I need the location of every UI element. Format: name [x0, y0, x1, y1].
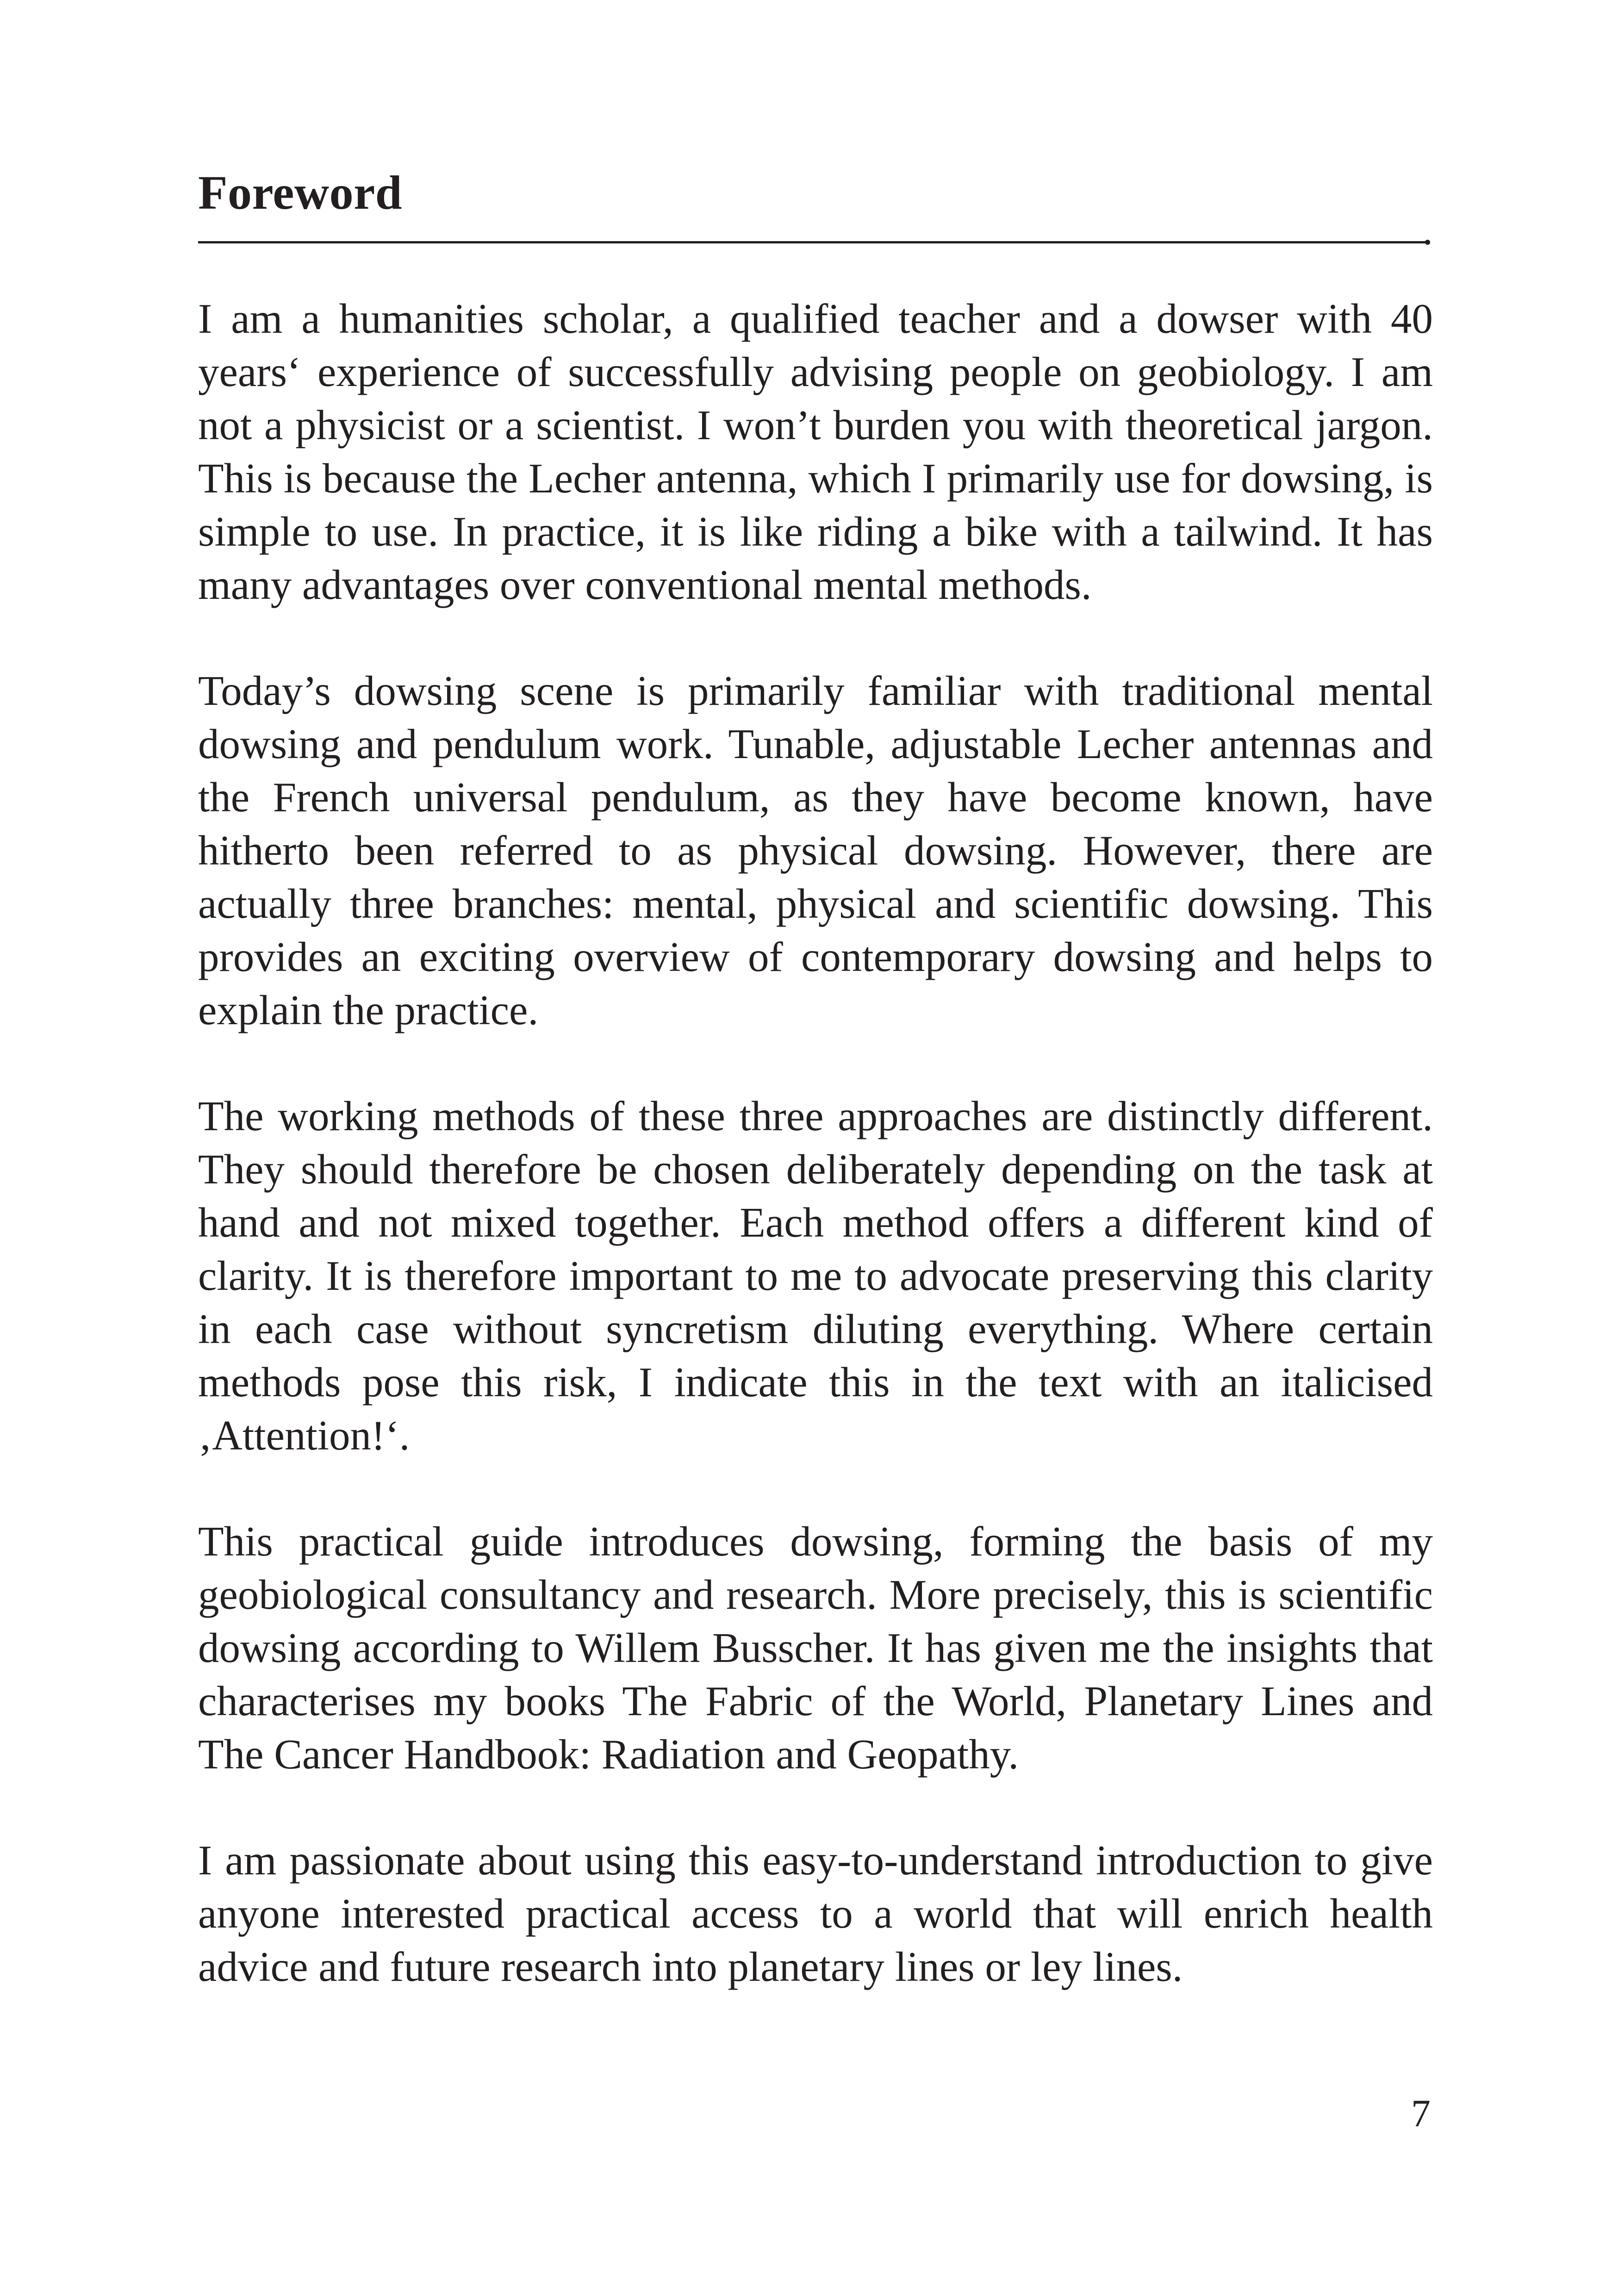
paragraph-2: Today’s dowsing scene is primarily familiar with traditional mental dowsing and pendulum work. Tunable, adjustable Lecher antennas and the French universal pendulum, as they have become known, have hitherto been referred to as physical dowsing. However, there are actually three branches: mental, physical and scientific dowsing. This provides an exciting overview of contemporary dowsing and helps to explain the practice. [198, 667, 1433, 1033]
book-page [198, 0, 1433, 2296]
paragraph-4: This practical guide introduces dowsing, forming the basis of my geobiological consultancy and research. More precisely, this is scientific dowsing according to Willem Busscher. It has given me the insights that characterises my books The Fabric of the World, Planetary Lines and The Cancer Handbook: Radiation and Geopathy. [198, 1518, 1433, 1778]
paragraph-3: The working methods of these three approaches are distinctly different. They should therefore be chosen deliberately depending on the task at hand and not mixed together. Each method offers a different kind of clarity. It is therefore important to me to advocate preserving this clarity in each case without syncretism diluting everything. Where certain methods pose this risk, I indicate this in the text with an italicised ‚Attention!‘. [198, 1093, 1433, 1459]
paragraph-1: I am a humanities scholar, a qualified teacher and a dowser with 40 years‘ experience of successfully advising people on geobiology. I am not a physicist or a scientist. I won’t burden you with theoretical jargon. This is because the Lecher antenna, which I primarily use for dowsing, is simple to use. In practice, it is like riding a bike with a tailwind. It has many advantages over conventional mental methods. [198, 295, 1433, 608]
foreword-body [198, 292, 1433, 1993]
paragraph-5: I am passionate about using this easy-to-understand introduction to give anyone interested practical access to a world that will enrich health advice and future research into planetary lines or ley lines. [198, 1837, 1433, 1990]
rule-end-dot [1425, 240, 1430, 245]
page-number: 7 [1411, 2092, 1431, 2135]
heading-rule [198, 241, 1430, 243]
chapter-heading: Foreword [198, 166, 403, 219]
